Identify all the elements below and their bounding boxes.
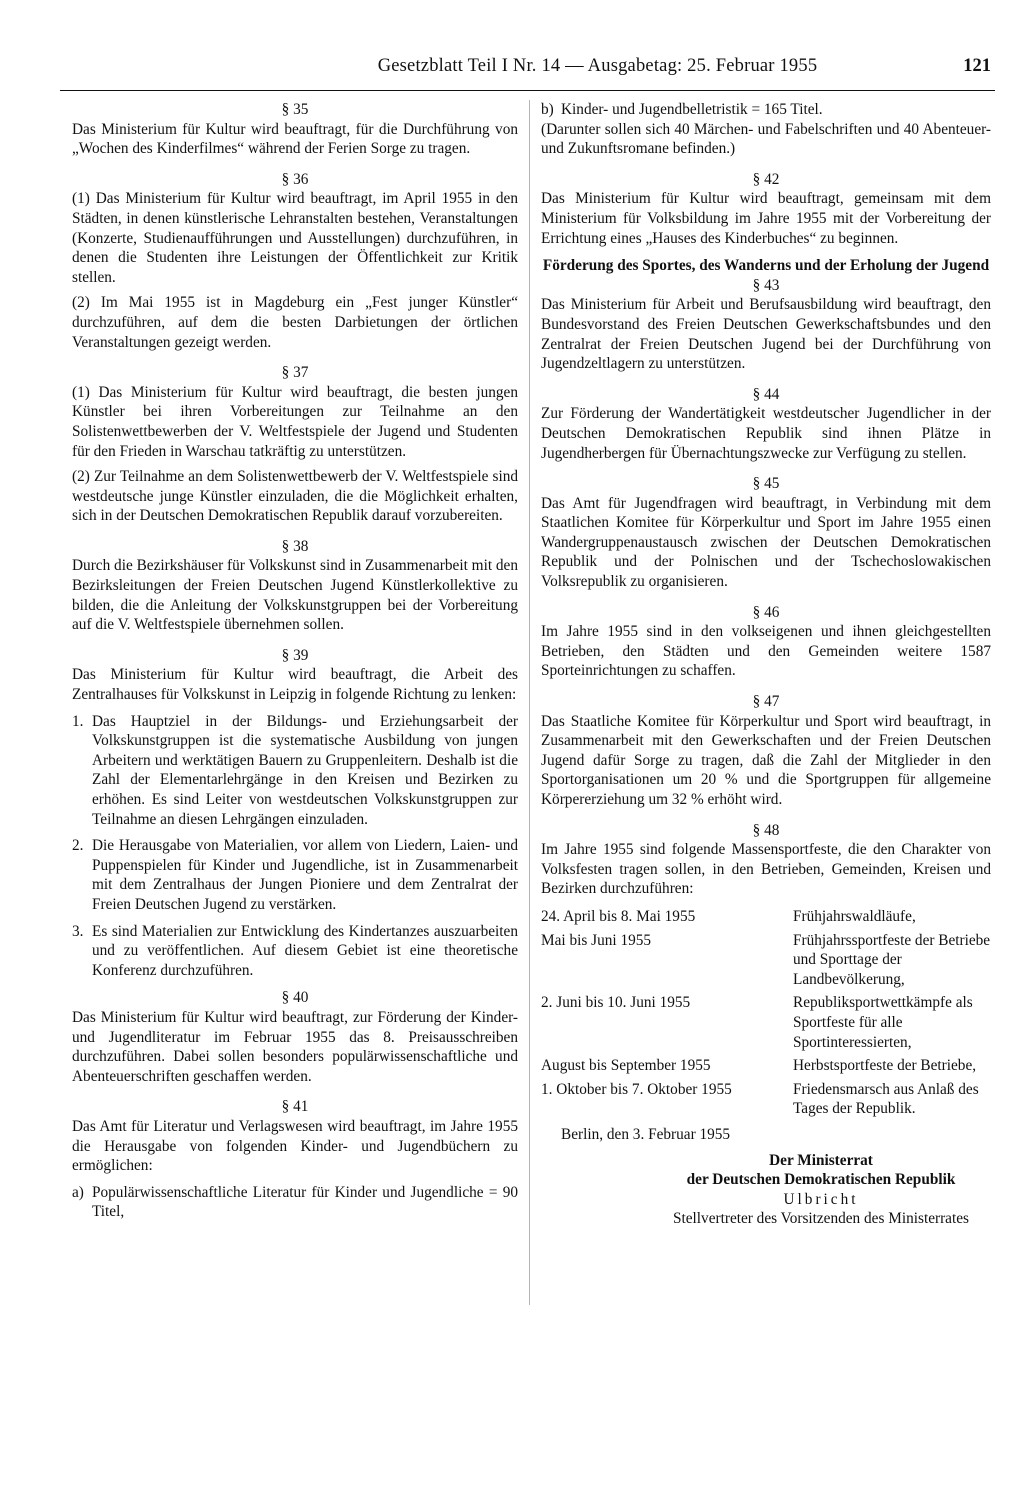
list-item-text: Das Hauptziel in der Bildungs- und Erziehungsarbeit der Volkskunstgruppen ist die systematische Ausbildung von jungen Arbeitern und werktätigen Bauern zu Gruppenleitern. Deshalb ist die Zahl der Elementarlehrgänge in den Kreisen und Bezirken zu erhöhen. Es sind Leiter von westdeutschen Volkskunstgruppen zur Teilnahme an diesen Lehrgängen einzuladen. [92, 712, 518, 828]
event-row [541, 1080, 991, 1119]
event-row [541, 931, 991, 990]
list-item-number: a) [72, 1183, 84, 1201]
section-text: Das Staatliche Komitee für Körperkultur und Sport wird beauftragt, in Zusammenarbeit mit den Gewerkschaften und der Freien Deutschen Jugend dafür Sorge zu tragen, daß die Zahl der Mitglieder in den Sportorganisationen um 20 % und die Sportgruppen für allgemeine Körpererziehung um 32 % erhöht wird. [541, 712, 991, 808]
list-item-number: b) [541, 101, 554, 118]
event-date: August bis September 1955 [541, 1057, 711, 1075]
section-title: § 45 [752, 475, 780, 493]
event-name: Frühjahrswaldläufe, [793, 907, 916, 925]
signatory-role: Stellvertreter des Vorsitzenden des Ministerrates [673, 1210, 969, 1228]
event-row [541, 907, 991, 927]
section-35 [72, 100, 518, 159]
section-45 [541, 474, 991, 592]
list-item [72, 922, 518, 981]
signature-org-line-1: Der Ministerrat [769, 1151, 873, 1169]
section-48 [541, 821, 991, 1119]
section-title: § 42 [752, 170, 780, 188]
list-item-text: Es sind Materialien zur Entwicklung des Kindertanzes auszuarbeiten und zu veröffentlichen. Auf diesem Gebiet ist eine theoretische Konferenz durchzuführen. [92, 922, 518, 979]
section-44 [541, 385, 991, 463]
event-name: Republiksportwettkämpfe als Sportfeste für alle Sportinteressierten, [793, 994, 973, 1051]
list-item-text: Die Herausgabe von Materialien, vor allem von Liedern, Laien- und Puppenspielen für Kinder und Jugendliche, ist in Zusammenarbeit mit dem Zentralhaus der Jungen Pioniere und dem Zentralrat der Freien Deutschen Jugend zu verstärken. [92, 837, 518, 913]
list-note: (Darunter sollen sich 40 Märchen- und Fabelschriften und 40 Abenteuer- und Zukunftsromane befinden.) [541, 120, 991, 158]
section-42 [541, 170, 991, 248]
section-text: Das Amt für Literatur und Verlagswesen wird beauftragt, im Jahre 1955 die Herausgabe von folgenden Kinder- und Jugendbüchern zu ermöglichen: [72, 1117, 518, 1175]
list-item [72, 836, 518, 914]
section-text: Im Jahre 1955 sind in den volkseigenen und ihnen gleichgestellten Betrieben, den Städten und den Gemeinden weitere 1587 Sporteinrichtungen zu schaffen. [541, 623, 991, 680]
section-title: § 40 [281, 989, 309, 1007]
left-column [72, 100, 518, 1222]
section-text: Das Ministerium für Kultur wird beauftragt, gemeinsam mit dem Ministerium für Volksbildung im Jahre 1955 mit der Vorbereitung der Errichtung eines „Hauses des Kinderbuches“ zu beginnen. [541, 190, 991, 247]
section-title: § 41 [281, 1098, 309, 1116]
event-list [541, 907, 991, 1119]
event-name: Herbstsportfeste der Betriebe, [793, 1057, 977, 1075]
section-39 [72, 646, 518, 981]
section-title: § 46 [752, 603, 780, 621]
list-item [72, 1183, 518, 1222]
page-number: 121 [963, 56, 991, 76]
section-title: § 43 [752, 276, 780, 294]
section-text: Durch die Bezirkshäuser für Volkskunst sind in Zusammenarbeit mit den Bezirksleitungen der Freien Deutschen Jugend Künstlerkollektive zu bilden, die die Anleitung der Volkskunstgruppen bei der Vorbereitung auf die V. Weltfestspiele übernehmen sollen. [72, 557, 518, 634]
section-47 [541, 692, 991, 810]
header-title: Gesetzblatt Teil I Nr. 14 — Ausgabetag: 25. Februar 1955 [377, 56, 818, 76]
section-title: § 47 [752, 693, 780, 711]
section-title: § 44 [752, 385, 780, 403]
event-row [541, 993, 991, 1052]
signature-org-line-2: der Deutschen Demokratischen Republik [686, 1171, 956, 1189]
list-item [541, 100, 991, 120]
signature-place-date: Berlin, den 3. Februar 1955 [561, 1125, 731, 1143]
list-item-number: 3. [72, 922, 84, 940]
list-item-number: 2. [72, 837, 84, 855]
section-36 [72, 170, 518, 352]
section-text: Das Ministerium für Arbeit und Berufsausbildung wird beauftragt, den Bundesvorstand des Freien Deutschen Gewerkschaftsbundes und den Zentralrat der Freien Deutschen Jugend bei der Durchführung von Jugendzeltlagern zu unterstützen. [541, 296, 991, 373]
event-name: Frühjahrssportfeste der Betriebe und Sporttage der Landbevölkerung, [793, 931, 991, 988]
section-text: Das Ministerium für Kultur wird beauftragt, für die Durchführung von „Wochen des Kinderfilmes“ während der Ferien Sorge zu tragen. [72, 120, 518, 158]
event-date: 24. April bis 8. Mai 1955 [541, 907, 696, 925]
section-text: Zur Förderung der Wandertätigkeit westdeutscher Jugendlicher in der Deutschen Demokratischen Republik sind ihnen Plätze in Jugendherbergen für Übernachtungszwecke zur Verfügung zu stellen. [541, 405, 991, 462]
signatory-name: Ulbricht [783, 1190, 859, 1208]
column-divider [529, 100, 530, 1305]
event-date: 2. Juni bis 10. Juni 1955 [541, 994, 691, 1012]
section-46 [541, 603, 991, 681]
event-date: Mai bis Juni 1955 [541, 931, 652, 949]
page-header [60, 56, 995, 91]
section-title: § 48 [752, 821, 780, 839]
event-date: 1. Oktober bis 7. Oktober 1955 [541, 1080, 732, 1098]
section-title: § 37 [281, 364, 309, 382]
section-text: Das Ministerium für Kultur wird beauftragt, zur Förderung der Kinder- und Jugendliteratur im Februar 1955 das 8. Preisausschreiben durchzuführen. Dabei sollen besonders populärwissenschaftliche und Abenteuerschriften geschaffen werden. [72, 1008, 518, 1085]
section-title: § 39 [281, 646, 309, 664]
section-text: Das Ministerium für Kultur wird beauftragt, die Arbeit des Zentralhauses für Volkskunst in Leipzig in folgende Richtung zu lenken: [72, 666, 518, 704]
section-paragraph-1: (1) Das Ministerium für Kultur wird beauftragt, im April 1955 in den Städten, in denen künstlerische Lehranstalten bestehen, Veranstaltungen (Konzerte, Studienaufführungen und Ausstellungen) durchzuführen, in denen die Studenten ihre Leistungen der Öffentlichkeit zur Kritik stellen. [72, 190, 518, 286]
event-name: Friedensmarsch aus Anlaß des Tages der Republik. [793, 1080, 979, 1118]
section-41 [72, 1097, 518, 1222]
section-text: Im Jahre 1955 sind folgende Massensportfeste, die den Charakter von Volksfesten tragen sollen, in den Betrieben, Gemeinden, Kreisen und Bezirken durchzuführen: [541, 841, 991, 898]
signature-block [541, 1151, 991, 1229]
section-title: § 36 [281, 170, 309, 188]
section-38 [72, 537, 518, 635]
section-title: § 38 [281, 537, 309, 555]
section-title: § 35 [281, 101, 309, 118]
section-text: Das Amt für Jugendfragen wird beauftragt, in Verbindung mit dem Staatlichen Komitee für Körperkultur und Sport im Jahre 1955 einen Wandergruppenaustausch zwischen der Deutschen Demokratischen Republik und der Polnischen und der Tschechoslowakischen Volksrepublik zu organisieren. [541, 494, 991, 591]
list-item-text: Populärwissenschaftliche Literatur für Kinder und Jugendliche = 90 Titel, [92, 1183, 518, 1221]
list-item-number: 1. [72, 712, 84, 730]
section-paragraph-1: (1) Das Ministerium für Kultur wird beauftragt, die besten jungen Künstler bei ihren Vorbereitungen zur Teilnahme an den Solistenwettbewerben der V. Weltfestspiele der Jugend und Studenten für den Frieden in Warschau tatkräftig zu unterstützen. [72, 383, 518, 460]
list-item-text: Kinder- und Jugendbelletristik = 165 Titel. [561, 101, 823, 118]
section-40 [72, 988, 518, 1086]
list-item [72, 712, 518, 830]
section-43 [541, 276, 991, 374]
right-column [541, 100, 991, 1229]
section-paragraph-2: (2) Im Mai 1955 ist in Magdeburg ein „Fest junger Künstler“ durchzuführen, auf dem die besten Darbietungen der örtlichen Veranstaltungen gezeigt werden. [72, 294, 518, 351]
section-37 [72, 363, 518, 526]
event-row [541, 1056, 991, 1076]
chapter-heading: Förderung des Sportes, des Wanderns und der Erholung der Jugend [542, 257, 990, 275]
section-paragraph-2: (2) Zur Teilnahme an dem Solistenwettbewerb der V. Weltfestspiele sind westdeutsche junge Künstler einzuladen, die die Möglichkeit erhalten, sich in der Deutschen Demokratischen Republik darauf vorzubereiten. [72, 468, 518, 525]
